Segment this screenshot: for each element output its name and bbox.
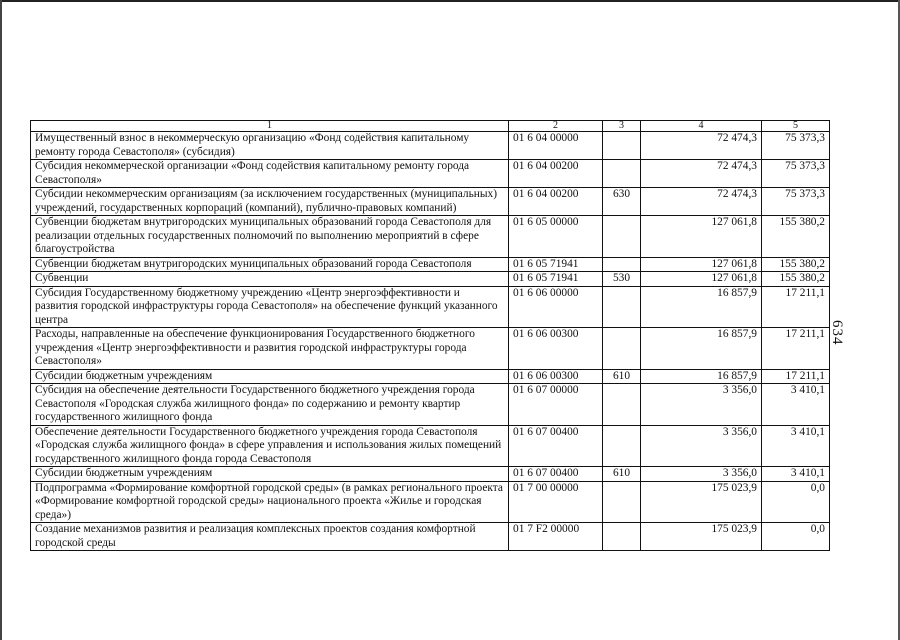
row-amount-cell: 3 356,0 bbox=[641, 425, 762, 467]
scan-edge-left bbox=[0, 0, 2, 640]
row-amount-cell: 0,0 bbox=[762, 523, 830, 551]
row-amount-cell: 0,0 bbox=[762, 481, 830, 523]
row-code-cell: 01 7 F2 00000 bbox=[509, 523, 603, 551]
row-amount-cell: 127 061,8 bbox=[641, 216, 762, 258]
row-name-cell: Субсидия на обеспечение деятельности Государственного бюджетного учреждения города Севастополя «Городская служба жилищного фонда» по содержанию и ремонту квартир государственного жилищного фонда bbox=[31, 384, 509, 426]
row-type-cell bbox=[603, 257, 641, 272]
row-name-cell: Субвенции бюджетам внутригородских муниципальных образований города Севастополя bbox=[31, 257, 509, 272]
row-code-cell: 01 6 04 00200 bbox=[509, 160, 603, 188]
row-amount-cell: 175 023,9 bbox=[641, 523, 762, 551]
row-amount-cell: 17 211,1 bbox=[762, 369, 830, 384]
scan-edge-top bbox=[0, 0, 900, 2]
row-amount-cell: 17 211,1 bbox=[762, 328, 830, 370]
table-row bbox=[31, 216, 830, 258]
row-code-cell: 01 6 07 00400 bbox=[509, 467, 603, 482]
row-type-cell bbox=[603, 286, 641, 328]
row-code-cell: 01 6 06 00300 bbox=[509, 328, 603, 370]
row-code-cell: 01 6 05 71941 bbox=[509, 272, 603, 287]
row-amount-cell: 72 474,3 bbox=[641, 132, 762, 160]
table-row bbox=[31, 257, 830, 272]
row-type-cell bbox=[603, 481, 641, 523]
row-type-cell: 630 bbox=[603, 188, 641, 216]
table-header-row bbox=[31, 121, 830, 132]
row-type-cell bbox=[603, 328, 641, 370]
row-amount-cell: 3 410,1 bbox=[762, 384, 830, 426]
row-code-cell: 01 6 04 00000 bbox=[509, 132, 603, 160]
row-amount-cell: 72 474,3 bbox=[641, 160, 762, 188]
budget-table bbox=[30, 120, 830, 551]
row-code-cell: 01 6 05 00000 bbox=[509, 216, 603, 258]
row-code-cell: 01 7 00 00000 bbox=[509, 481, 603, 523]
table-row bbox=[31, 188, 830, 216]
row-amount-cell: 127 061,8 bbox=[641, 272, 762, 287]
column-header-2: 2 bbox=[509, 121, 603, 132]
column-header-1: 1 bbox=[31, 121, 509, 132]
row-amount-cell: 155 380,2 bbox=[762, 257, 830, 272]
page-number: 634 bbox=[829, 320, 845, 346]
row-code-cell: 01 6 04 00200 bbox=[509, 188, 603, 216]
row-amount-cell: 3 356,0 bbox=[641, 467, 762, 482]
row-amount-cell: 72 474,3 bbox=[641, 188, 762, 216]
column-header-3: 3 bbox=[603, 121, 641, 132]
row-code-cell: 01 6 05 71941 bbox=[509, 257, 603, 272]
table-row bbox=[31, 160, 830, 188]
row-name-cell: Субсидии некоммерческим организациям (за исключением государственных (муниципальных) учреждений, государственных корпораций (компаний), публично-правовых компаний) bbox=[31, 188, 509, 216]
row-name-cell: Имущественный взнос в некоммерческую организацию «Фонд содействия капитальному ремонту города Севастополя» (субсидия) bbox=[31, 132, 509, 160]
row-amount-cell: 175 023,9 bbox=[641, 481, 762, 523]
row-amount-cell: 17 211,1 bbox=[762, 286, 830, 328]
row-type-cell: 610 bbox=[603, 467, 641, 482]
row-amount-cell: 3 410,1 bbox=[762, 425, 830, 467]
row-amount-cell: 75 373,3 bbox=[762, 160, 830, 188]
row-code-cell: 01 6 07 00400 bbox=[509, 425, 603, 467]
row-code-cell: 01 6 06 00000 bbox=[509, 286, 603, 328]
row-code-cell: 01 6 07 00000 bbox=[509, 384, 603, 426]
table-row bbox=[31, 425, 830, 467]
row-name-cell: Субсидия некоммерческой организации «Фонд содействия капитальному ремонту города Севастополя» bbox=[31, 160, 509, 188]
table-row bbox=[31, 272, 830, 287]
row-type-cell bbox=[603, 425, 641, 467]
row-type-cell: 610 bbox=[603, 369, 641, 384]
row-amount-cell: 127 061,8 bbox=[641, 257, 762, 272]
row-amount-cell: 16 857,9 bbox=[641, 369, 762, 384]
row-amount-cell: 75 373,3 bbox=[762, 188, 830, 216]
row-type-cell bbox=[603, 132, 641, 160]
column-header-4: 4 bbox=[641, 121, 762, 132]
row-name-cell: Расходы, направленные на обеспечение функционирования Государственного бюджетного учреждения «Центр энергоэффективности и развития городской инфраструктуры города Севастополя» bbox=[31, 328, 509, 370]
row-name-cell: Создание механизмов развития и реализация комплексных проектов создания комфортной городской среды bbox=[31, 523, 509, 551]
column-header-5: 5 bbox=[762, 121, 830, 132]
row-amount-cell: 155 380,2 bbox=[762, 216, 830, 258]
table-row bbox=[31, 481, 830, 523]
table-row bbox=[31, 369, 830, 384]
row-type-cell bbox=[603, 216, 641, 258]
row-type-cell bbox=[603, 384, 641, 426]
table-row bbox=[31, 328, 830, 370]
row-amount-cell: 155 380,2 bbox=[762, 272, 830, 287]
table-row bbox=[31, 523, 830, 551]
row-name-cell: Субсидия Государственному бюджетному учреждению «Центр энергоэффективности и развития городской инфраструктуры города Севастополя» на обеспечение функций указанного центра bbox=[31, 286, 509, 328]
row-name-cell: Субвенции bbox=[31, 272, 509, 287]
table-row bbox=[31, 384, 830, 426]
row-type-cell bbox=[603, 523, 641, 551]
table-row bbox=[31, 467, 830, 482]
row-name-cell: Субвенции бюджетам внутригородских муниципальных образований города Севастополя для реализации отдельных государственных полномочий по выполнению мероприятий в сфере благоустройства bbox=[31, 216, 509, 258]
row-type-cell: 530 bbox=[603, 272, 641, 287]
row-amount-cell: 16 857,9 bbox=[641, 286, 762, 328]
table-row bbox=[31, 132, 830, 160]
row-amount-cell: 3 410,1 bbox=[762, 467, 830, 482]
table-row bbox=[31, 286, 830, 328]
row-type-cell bbox=[603, 160, 641, 188]
row-name-cell: Субсидии бюджетным учреждениям bbox=[31, 369, 509, 384]
table-body bbox=[31, 132, 830, 551]
row-name-cell: Обеспечение деятельности Государственного бюджетного учреждения города Севастополя «Городская служба жилищного фонда» в сфере управления и использования жилых помещений государственного жилищного фонда города Севастополя bbox=[31, 425, 509, 467]
row-amount-cell: 16 857,9 bbox=[641, 328, 762, 370]
row-amount-cell: 75 373,3 bbox=[762, 132, 830, 160]
row-code-cell: 01 6 06 00300 bbox=[509, 369, 603, 384]
row-name-cell: Субсидии бюджетным учреждениям bbox=[31, 467, 509, 482]
row-amount-cell: 3 356,0 bbox=[641, 384, 762, 426]
row-name-cell: Подпрограмма «Формирование комфортной городской среды» (в рамках регионального проекта «Формирование комфортной городской среды» национального проекта «Жилье и городская среда») bbox=[31, 481, 509, 523]
